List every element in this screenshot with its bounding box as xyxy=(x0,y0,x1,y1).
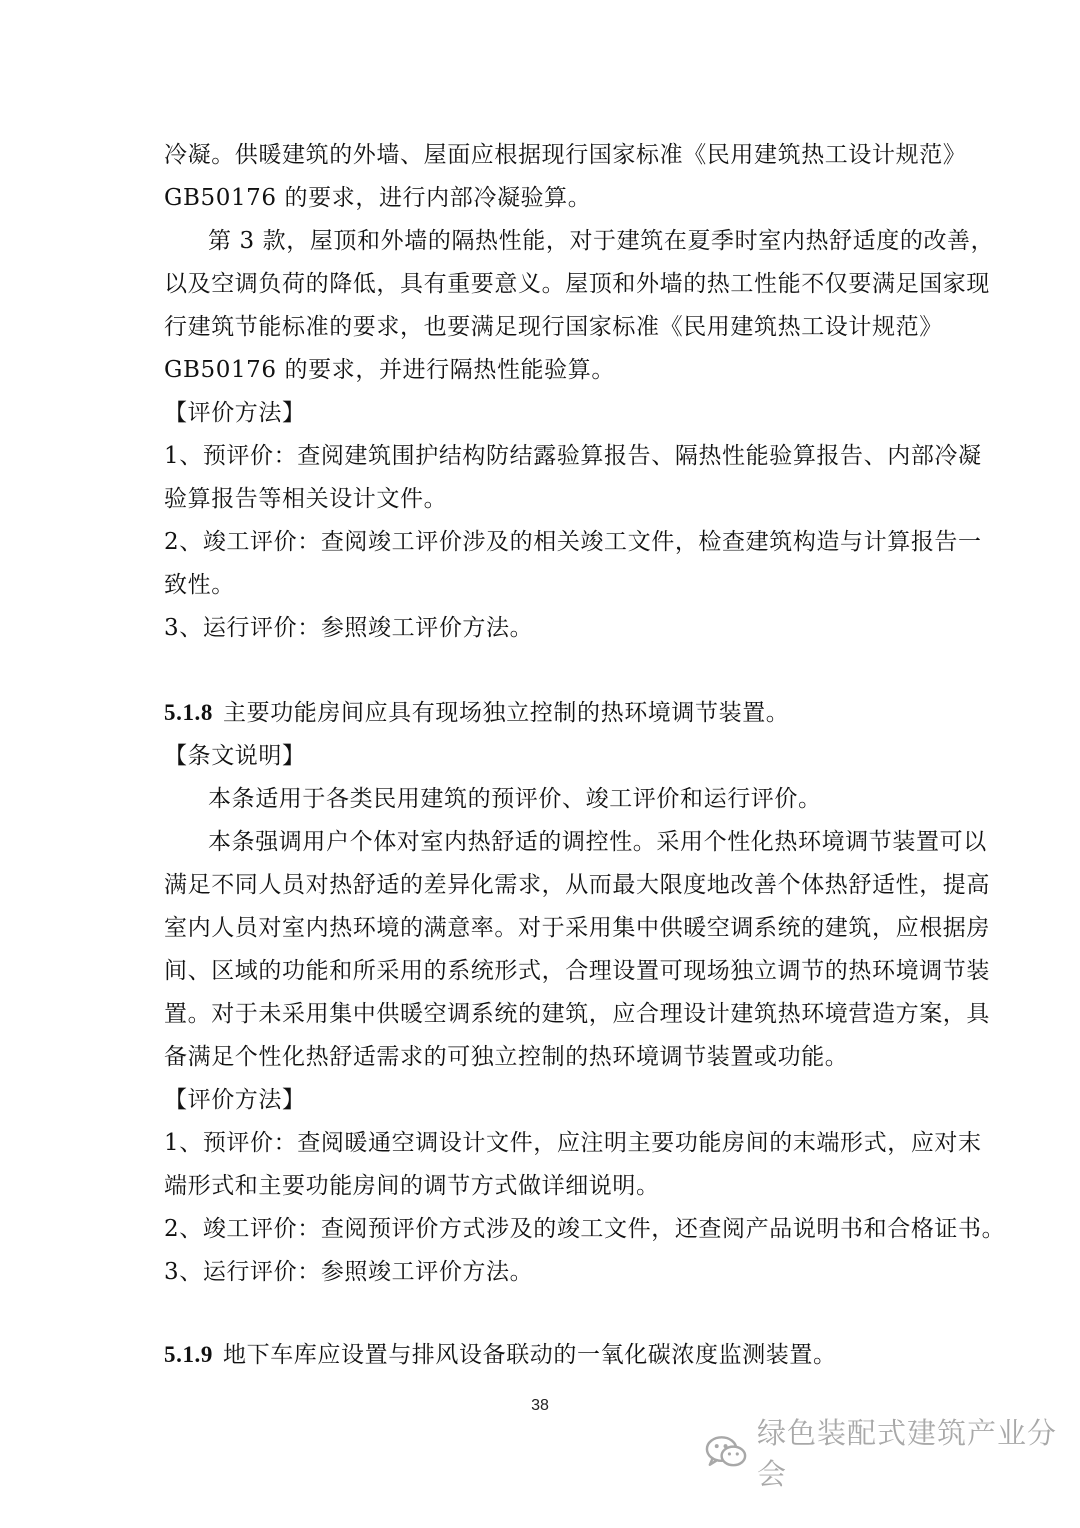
text-line xyxy=(164,441,982,471)
line-text: 2、竣工评价：查阅竣工评价涉及的相关竣工文件，检查建筑构造与计算报告一 xyxy=(164,529,982,555)
line-text: 间、区域的功能和所采用的系统形式，合理设置可现场独立调节的热环境调节装 xyxy=(164,958,990,984)
line-text: 主要功能房间应具有现场独立控制的热环境调节装置。 xyxy=(223,700,790,726)
watermark xyxy=(704,1416,1080,1491)
line-text: 本条适用于各类民用建筑的预评价、竣工评价和运行评价。 xyxy=(208,786,822,812)
text-line xyxy=(164,527,982,557)
text-line xyxy=(164,1171,920,1201)
line-text: 备满足个性化热舒适需求的可独立控制的热环境调节装置或功能。 xyxy=(164,1044,849,1070)
line-text: GB50176 的要求，进行内部冷凝验算。 xyxy=(164,185,592,211)
text-line xyxy=(164,183,920,213)
line-text: 验算报告等相关设计文件。 xyxy=(164,486,448,512)
text-line xyxy=(208,784,920,814)
line-text: 满足不同人员对热舒适的差异化需求，从而最大限度地改善个体热舒适性，提高 xyxy=(164,872,990,898)
text-line xyxy=(208,827,987,857)
clause-number: 5.1.8 xyxy=(164,700,213,725)
line-text: 3、运行评价：参照竣工评价方法。 xyxy=(164,615,534,641)
line-text: 本条强调用户个体对室内热舒适的调控性。采用个性化热环境调节装置可以 xyxy=(208,829,987,855)
watermark-text: 绿色装配式建筑产业分会 xyxy=(757,1416,1058,1491)
line-text: 以及空调负荷的降低，具有重要意义。屋顶和外墙的热工性能不仅要满足国家现 xyxy=(164,271,990,297)
line-text: 第 3 款，屋顶和外墙的隔热性能，对于建筑在夏季时室内热舒适度的改善， xyxy=(208,228,995,254)
line-text: 1、预评价：查阅暖通空调设计文件，应注明主要功能房间的末端形式，应对末 xyxy=(164,1130,982,1156)
page-number: 38 xyxy=(531,1397,549,1414)
text-line xyxy=(164,1128,982,1158)
line-text: 置。对于未采用集中供暖空调系统的建筑，应合理设计建筑热环境营造方案，具 xyxy=(164,1001,990,1027)
line-text: 地下车库应设置与排风设备联动的一氧化碳浓度监测装置。 xyxy=(223,1342,837,1368)
text-line xyxy=(164,1214,1006,1244)
text-line xyxy=(164,269,990,299)
text-line xyxy=(164,140,967,170)
text-line xyxy=(164,870,990,900)
line-text: 行建筑节能标准的要求，也要满足现行国家标准《民用建筑热工设计规范》 xyxy=(164,314,943,340)
line-text: 【条文说明】 xyxy=(164,743,306,769)
text-line xyxy=(164,956,990,986)
line-text: 室内人员对室内热环境的满意率。对于采用集中供暖空调系统的建筑，应根据房 xyxy=(164,915,990,941)
line-text: 致性。 xyxy=(164,572,235,598)
line-text: 【评价方法】 xyxy=(164,1087,306,1113)
line-text: 端形式和主要功能房间的调节方式做详细说明。 xyxy=(164,1173,660,1199)
text-line xyxy=(164,484,920,514)
text-line xyxy=(208,226,995,256)
text-line xyxy=(164,1085,920,1115)
line-text: 2、竣工评价：查阅预评价方式涉及的竣工文件，还查阅产品说明书和合格证书。 xyxy=(164,1216,1006,1242)
clause-number: 5.1.9 xyxy=(164,1342,213,1367)
text-line xyxy=(164,312,943,342)
text-line xyxy=(164,570,920,600)
wechat-icon xyxy=(704,1432,749,1472)
text-line xyxy=(164,398,920,428)
clause-heading xyxy=(164,698,920,728)
line-text: 1、预评价：查阅建筑围护结构防结露验算报告、隔热性能验算报告、内部冷凝 xyxy=(164,443,982,469)
clause-heading xyxy=(164,1340,920,1370)
text-line xyxy=(164,913,990,943)
line-text: 冷凝。供暖建筑的外墙、屋面应根据现行国家标准《民用建筑热工设计规范》 xyxy=(164,142,967,168)
text-line xyxy=(164,1257,920,1287)
text-line xyxy=(164,613,920,643)
text-line xyxy=(164,355,920,385)
line-text: 【评价方法】 xyxy=(164,400,306,426)
text-line xyxy=(164,741,920,771)
text-line xyxy=(164,1042,920,1072)
line-text: GB50176 的要求，并进行隔热性能验算。 xyxy=(164,357,615,383)
text-line xyxy=(164,999,990,1029)
line-text: 3、运行评价：参照竣工评价方法。 xyxy=(164,1259,534,1285)
